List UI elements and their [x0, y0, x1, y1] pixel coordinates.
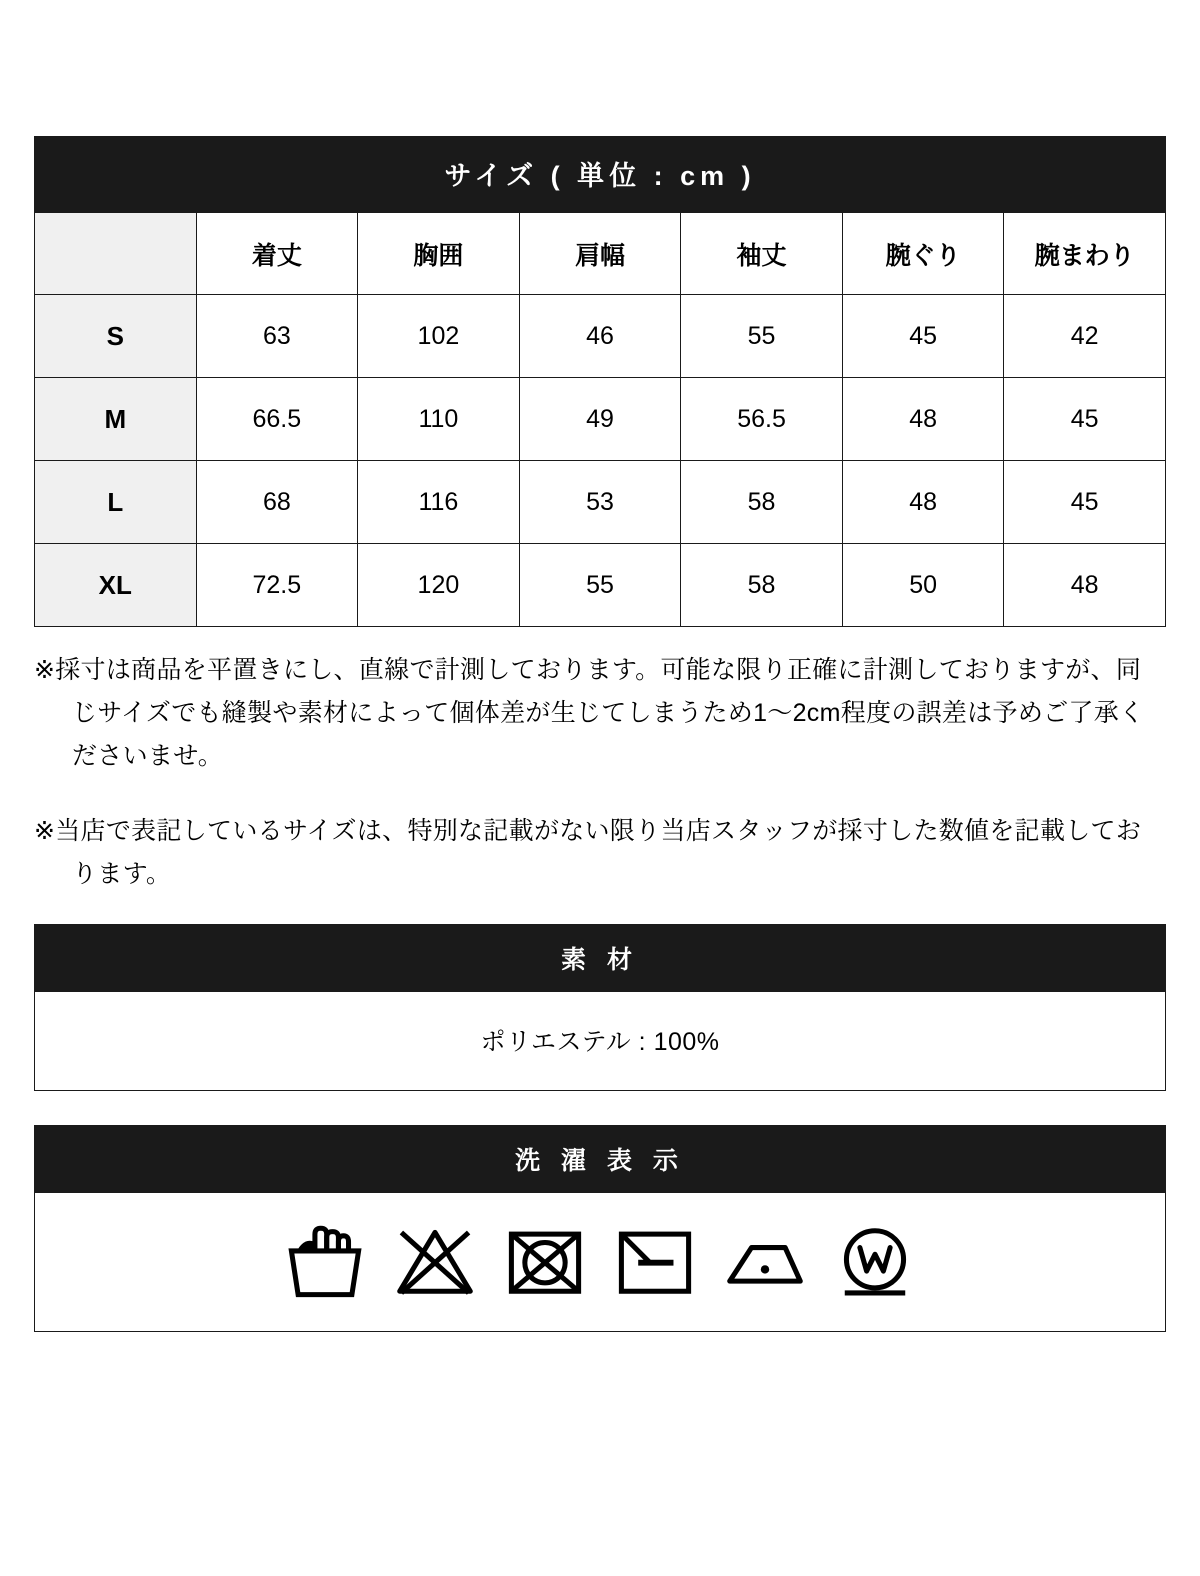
- note-measurement-source: ※当店で表記しているサイズは、特別な記載がない限り当店スタッフが採寸した数値を記載しております。: [34, 817, 1142, 888]
- do-not-bleach-icon: [393, 1219, 477, 1303]
- cell-s-0: 63: [196, 295, 358, 378]
- cell-l-2: 53: [519, 461, 681, 544]
- cell-s-3: 55: [681, 295, 843, 378]
- wet-cleaning-icon: [833, 1219, 917, 1303]
- measurement-notes: [34, 649, 1166, 896]
- size-table-body: [35, 295, 1166, 627]
- table-header-row: [35, 213, 1166, 295]
- product-size-info-page: [0, 136, 1200, 1576]
- cell-l-3: 58: [681, 461, 843, 544]
- hand-wash-icon: [283, 1219, 367, 1303]
- iron-low-heat-icon: [723, 1219, 807, 1303]
- care-panel: [34, 1125, 1166, 1332]
- note-measurement-tolerance: ※採寸は商品を平置きにし、直線で計測しております。可能な限り正確に計測しておりますが、同じサイズでも縫製や素材によって個体差が生じてしまうため1〜2cm程度の誤差は予めご了承くださいませ。: [34, 656, 1145, 770]
- size-table-caption: サイズ ( 単位 : cm ): [34, 136, 1166, 212]
- cell-m-4: 48: [842, 378, 1004, 461]
- size-table-head: [35, 213, 1166, 295]
- care-symbols-row: [35, 1193, 1165, 1331]
- size-column-corner: [35, 213, 197, 295]
- column-header-5: 腕まわり: [1004, 213, 1166, 295]
- cell-xl-3: 58: [681, 544, 843, 627]
- cell-s-5: 42: [1004, 295, 1166, 378]
- row-size-label-xl: XL: [35, 544, 197, 627]
- cell-m-0: 66.5: [196, 378, 358, 461]
- cell-l-0: 68: [196, 461, 358, 544]
- column-header-0: 着丈: [196, 213, 358, 295]
- cell-m-5: 45: [1004, 378, 1166, 461]
- column-header-2: 肩幅: [519, 213, 681, 295]
- column-header-4: 腕ぐり: [842, 213, 1004, 295]
- cell-xl-4: 50: [842, 544, 1004, 627]
- material-panel-value: ポリエステル : 100%: [480, 1028, 720, 1056]
- size-table: [34, 136, 1166, 627]
- table-row: [35, 295, 1166, 378]
- material-panel-header: 素 材: [35, 925, 1165, 992]
- row-size-label-s: S: [35, 295, 197, 378]
- cell-l-4: 48: [842, 461, 1004, 544]
- column-header-3: 袖丈: [681, 213, 843, 295]
- cell-m-1: 110: [358, 378, 520, 461]
- cell-xl-5: 48: [1004, 544, 1166, 627]
- cell-m-3: 56.5: [681, 378, 843, 461]
- cell-xl-1: 120: [358, 544, 520, 627]
- cell-xl-0: 72.5: [196, 544, 358, 627]
- size-table-section: [34, 136, 1166, 627]
- column-header-1: 胸囲: [358, 213, 520, 295]
- cell-xl-2: 55: [519, 544, 681, 627]
- do-not-tumble-dry-icon: [503, 1219, 587, 1303]
- cell-s-4: 45: [842, 295, 1004, 378]
- table-row: [35, 461, 1166, 544]
- cell-m-2: 49: [519, 378, 681, 461]
- cell-s-1: 102: [358, 295, 520, 378]
- cell-l-1: 116: [358, 461, 520, 544]
- cell-l-5: 45: [1004, 461, 1166, 544]
- row-size-label-l: L: [35, 461, 197, 544]
- drip-dry-in-shade-icon: [613, 1219, 697, 1303]
- material-panel: [34, 924, 1166, 1091]
- cell-s-2: 46: [519, 295, 681, 378]
- row-size-label-m: M: [35, 378, 197, 461]
- table-row: [35, 378, 1166, 461]
- care-panel-header: 洗 濯 表 示: [35, 1126, 1165, 1193]
- table-row: [35, 544, 1166, 627]
